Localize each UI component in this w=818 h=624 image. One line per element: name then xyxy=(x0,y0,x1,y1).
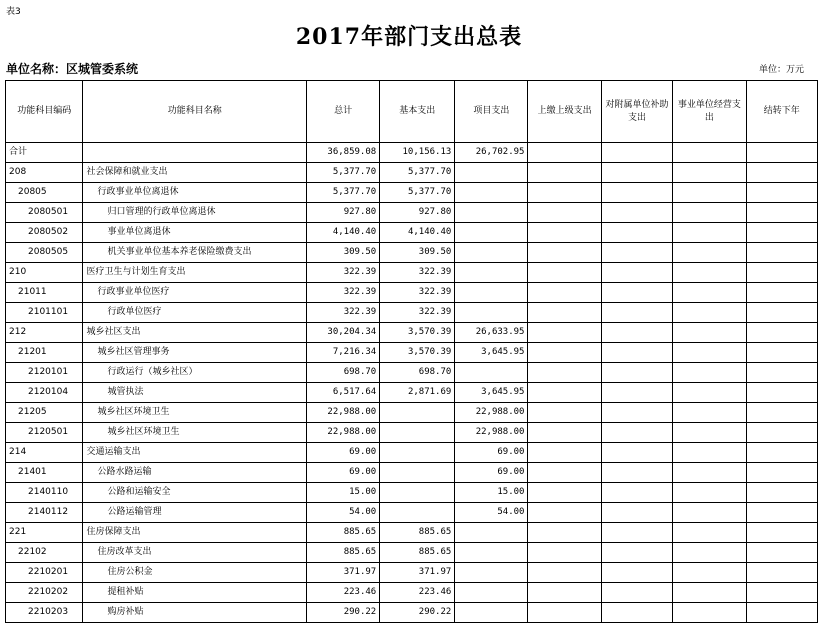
basic-expense-cell: 322.39 xyxy=(380,303,455,323)
subject-code-cell: 2210203 xyxy=(6,603,83,623)
superior-payment-cell xyxy=(528,203,601,223)
basic-expense-cell: 223.46 xyxy=(380,583,455,603)
superior-payment-cell xyxy=(528,143,601,163)
subject-name-cell: 行政事业单位离退休 xyxy=(83,183,307,203)
superior-payment-cell xyxy=(528,283,601,303)
currency-unit: 单位：万元 xyxy=(758,65,804,75)
subject-code-cell: 2210201 xyxy=(6,563,83,583)
basic-expense-cell xyxy=(380,423,455,443)
subsidiary-subsidy-cell xyxy=(601,143,672,163)
subject-name-cell: 购房补贴 xyxy=(83,603,307,623)
basic-expense-cell: 309.50 xyxy=(380,243,455,263)
superior-payment-cell xyxy=(528,223,601,243)
project-expense-cell xyxy=(455,563,528,583)
subject-code-cell: 21401 xyxy=(6,463,83,483)
table-row xyxy=(6,203,818,223)
project-expense-cell xyxy=(455,303,528,323)
subject-name-cell: 医疗卫生与计划生育支出 xyxy=(83,263,307,283)
carryover-cell xyxy=(746,143,818,163)
business-expense-cell xyxy=(673,423,746,443)
subject-name-cell: 事业单位离退休 xyxy=(83,223,307,243)
subsidiary-subsidy-cell xyxy=(601,483,672,503)
column-header: 事业单位经营支出 xyxy=(673,81,746,143)
subject-name-cell: 住房保障支出 xyxy=(83,523,307,543)
project-expense-cell: 69.00 xyxy=(455,443,528,463)
page-title: 2017年部门支出总表 xyxy=(295,24,523,50)
superior-payment-cell xyxy=(528,343,601,363)
total-cell: 322.39 xyxy=(307,303,380,323)
basic-expense-cell: 322.39 xyxy=(380,283,455,303)
business-expense-cell xyxy=(673,163,746,183)
table-row xyxy=(6,523,818,543)
carryover-cell xyxy=(746,483,818,503)
subsidiary-subsidy-cell xyxy=(601,383,672,403)
subject-code-cell: 2120501 xyxy=(6,423,83,443)
superior-payment-cell xyxy=(528,403,601,423)
carryover-cell xyxy=(746,443,818,463)
subject-code-cell: 20805 xyxy=(6,183,83,203)
subsidiary-subsidy-cell xyxy=(601,323,672,343)
business-expense-cell xyxy=(673,183,746,203)
subject-code-cell: 2080505 xyxy=(6,243,83,263)
superior-payment-cell xyxy=(528,603,601,623)
superior-payment-cell xyxy=(528,303,601,323)
total-cell: 698.70 xyxy=(307,363,380,383)
total-cell: 6,517.64 xyxy=(307,383,380,403)
table-row xyxy=(6,323,818,343)
superior-payment-cell xyxy=(528,263,601,283)
business-expense-cell xyxy=(673,583,746,603)
table-body xyxy=(6,143,818,623)
business-expense-cell xyxy=(673,603,746,623)
business-expense-cell xyxy=(673,543,746,563)
project-expense-cell: 3,645.95 xyxy=(455,383,528,403)
total-cell: 885.65 xyxy=(307,543,380,563)
total-cell: 322.39 xyxy=(307,283,380,303)
project-expense-cell: 54.00 xyxy=(455,503,528,523)
carryover-cell xyxy=(746,543,818,563)
project-expense-cell: 26,633.95 xyxy=(455,323,528,343)
column-header: 基本支出 xyxy=(380,81,455,143)
project-expense-cell xyxy=(455,203,528,223)
subsidiary-subsidy-cell xyxy=(601,403,672,423)
subsidiary-subsidy-cell xyxy=(601,443,672,463)
business-expense-cell xyxy=(673,263,746,283)
total-cell: 322.39 xyxy=(307,263,380,283)
subsidiary-subsidy-cell xyxy=(601,423,672,443)
table-row xyxy=(6,183,818,203)
basic-expense-cell: 698.70 xyxy=(380,363,455,383)
project-expense-cell xyxy=(455,163,528,183)
total-cell: 36,859.08 xyxy=(307,143,380,163)
table-row xyxy=(6,543,818,563)
table-number-label: 表3 xyxy=(6,7,21,17)
carryover-cell xyxy=(746,363,818,383)
carryover-cell xyxy=(746,263,818,283)
subject-code-cell: 214 xyxy=(6,443,83,463)
table-row xyxy=(6,403,818,423)
superior-payment-cell xyxy=(528,563,601,583)
basic-expense-cell: 885.65 xyxy=(380,523,455,543)
subject-name-cell: 城乡社区支出 xyxy=(83,323,307,343)
table-row xyxy=(6,243,818,263)
project-expense-cell xyxy=(455,363,528,383)
basic-expense-cell xyxy=(380,483,455,503)
column-header: 总计 xyxy=(307,81,380,143)
project-expense-cell: 69.00 xyxy=(455,463,528,483)
table-row xyxy=(6,583,818,603)
subject-code-cell: 2080502 xyxy=(6,223,83,243)
table-row xyxy=(6,143,818,163)
superior-payment-cell xyxy=(528,503,601,523)
table-row xyxy=(6,603,818,623)
subject-name-cell: 归口管理的行政单位离退休 xyxy=(83,203,307,223)
unit-name: 单位名称：区城管委系统 xyxy=(6,62,139,76)
project-expense-cell xyxy=(455,223,528,243)
superior-payment-cell xyxy=(528,163,601,183)
basic-expense-cell: 4,140.40 xyxy=(380,223,455,243)
subsidiary-subsidy-cell xyxy=(601,523,672,543)
subject-code-cell: 2140110 xyxy=(6,483,83,503)
project-expense-cell xyxy=(455,543,528,563)
subsidiary-subsidy-cell xyxy=(601,543,672,563)
subsidiary-subsidy-cell xyxy=(601,183,672,203)
column-header: 功能科目编码 xyxy=(6,81,83,143)
subsidiary-subsidy-cell xyxy=(601,603,672,623)
business-expense-cell xyxy=(673,563,746,583)
business-expense-cell xyxy=(673,483,746,503)
subject-name-cell: 行政事业单位医疗 xyxy=(83,283,307,303)
superior-payment-cell xyxy=(528,483,601,503)
table-row xyxy=(6,343,818,363)
carryover-cell xyxy=(746,163,818,183)
superior-payment-cell xyxy=(528,363,601,383)
business-expense-cell xyxy=(673,383,746,403)
carryover-cell xyxy=(746,243,818,263)
subject-code-cell: 2210202 xyxy=(6,583,83,603)
subsidiary-subsidy-cell xyxy=(601,243,672,263)
basic-expense-cell: 290.22 xyxy=(380,603,455,623)
total-cell: 309.50 xyxy=(307,243,380,263)
subsidiary-subsidy-cell xyxy=(601,463,672,483)
subsidiary-subsidy-cell xyxy=(601,583,672,603)
basic-expense-cell: 3,570.39 xyxy=(380,343,455,363)
business-expense-cell xyxy=(673,243,746,263)
subject-name-cell: 机关事业单位基本养老保险缴费支出 xyxy=(83,243,307,263)
column-header: 结转下年 xyxy=(746,81,818,143)
superior-payment-cell xyxy=(528,463,601,483)
subject-name-cell: 城管执法 xyxy=(83,383,307,403)
business-expense-cell xyxy=(673,143,746,163)
project-expense-cell xyxy=(455,283,528,303)
business-expense-cell xyxy=(673,363,746,383)
total-cell: 22,988.00 xyxy=(307,423,380,443)
total-cell: 69.00 xyxy=(307,443,380,463)
business-expense-cell xyxy=(673,223,746,243)
basic-expense-cell: 5,377.70 xyxy=(380,183,455,203)
subject-code-cell: 2120104 xyxy=(6,383,83,403)
business-expense-cell xyxy=(673,343,746,363)
business-expense-cell xyxy=(673,323,746,343)
basic-expense-cell: 322.39 xyxy=(380,263,455,283)
business-expense-cell xyxy=(673,403,746,423)
carryover-cell xyxy=(746,463,818,483)
subsidiary-subsidy-cell xyxy=(601,363,672,383)
superior-payment-cell xyxy=(528,423,601,443)
subsidiary-subsidy-cell xyxy=(601,343,672,363)
table-row xyxy=(6,383,818,403)
basic-expense-cell xyxy=(380,403,455,423)
subject-code-cell: 208 xyxy=(6,163,83,183)
total-cell: 5,377.70 xyxy=(307,183,380,203)
subsidiary-subsidy-cell xyxy=(601,263,672,283)
subject-name-cell: 公路水路运输 xyxy=(83,463,307,483)
business-expense-cell xyxy=(673,303,746,323)
table-row xyxy=(6,463,818,483)
subject-code-cell: 22102 xyxy=(6,543,83,563)
business-expense-cell xyxy=(673,463,746,483)
basic-expense-cell: 371.97 xyxy=(380,563,455,583)
basic-expense-cell: 5,377.70 xyxy=(380,163,455,183)
subject-name-cell: 住房改革支出 xyxy=(83,543,307,563)
subject-code-cell: 合计 xyxy=(6,143,83,163)
superior-payment-cell xyxy=(528,183,601,203)
column-header: 功能科目名称 xyxy=(83,81,307,143)
total-cell: 371.97 xyxy=(307,563,380,583)
superior-payment-cell xyxy=(528,523,601,543)
subject-name-cell xyxy=(83,143,307,163)
subject-code-cell: 210 xyxy=(6,263,83,283)
subject-name-cell: 城乡社区环境卫生 xyxy=(83,423,307,443)
superior-payment-cell xyxy=(528,543,601,563)
table-row xyxy=(6,423,818,443)
subject-code-cell: 2140112 xyxy=(6,503,83,523)
carryover-cell xyxy=(746,503,818,523)
carryover-cell xyxy=(746,223,818,243)
business-expense-cell xyxy=(673,443,746,463)
project-expense-cell xyxy=(455,583,528,603)
total-cell: 22,988.00 xyxy=(307,403,380,423)
table-row xyxy=(6,443,818,463)
carryover-cell xyxy=(746,563,818,583)
carryover-cell xyxy=(746,523,818,543)
project-expense-cell: 3,645.95 xyxy=(455,343,528,363)
table-row xyxy=(6,563,818,583)
carryover-cell xyxy=(746,383,818,403)
project-expense-cell xyxy=(455,523,528,543)
table-row xyxy=(6,163,818,183)
total-cell: 927.80 xyxy=(307,203,380,223)
subject-name-cell: 行政运行（城乡社区） xyxy=(83,363,307,383)
project-expense-cell xyxy=(455,263,528,283)
business-expense-cell xyxy=(673,203,746,223)
carryover-cell xyxy=(746,203,818,223)
table-row xyxy=(6,283,818,303)
basic-expense-cell xyxy=(380,463,455,483)
subject-name-cell: 公路运输管理 xyxy=(83,503,307,523)
total-cell: 290.22 xyxy=(307,603,380,623)
total-cell: 15.00 xyxy=(307,483,380,503)
column-header: 上缴上级支出 xyxy=(528,81,601,143)
project-expense-cell: 15.00 xyxy=(455,483,528,503)
business-expense-cell xyxy=(673,503,746,523)
superior-payment-cell xyxy=(528,323,601,343)
column-header: 项目支出 xyxy=(455,81,528,143)
subject-name-cell: 公路和运输安全 xyxy=(83,483,307,503)
subject-code-cell: 21011 xyxy=(6,283,83,303)
subsidiary-subsidy-cell xyxy=(601,283,672,303)
basic-expense-cell: 885.65 xyxy=(380,543,455,563)
basic-expense-cell: 2,871.69 xyxy=(380,383,455,403)
table-row xyxy=(6,263,818,283)
superior-payment-cell xyxy=(528,443,601,463)
project-expense-cell: 22,988.00 xyxy=(455,403,528,423)
total-cell: 5,377.70 xyxy=(307,163,380,183)
total-cell: 30,204.34 xyxy=(307,323,380,343)
expenditure-table xyxy=(5,80,818,623)
subsidiary-subsidy-cell xyxy=(601,203,672,223)
subsidiary-subsidy-cell xyxy=(601,563,672,583)
table-row xyxy=(6,483,818,503)
total-cell: 69.00 xyxy=(307,463,380,483)
superior-payment-cell xyxy=(528,383,601,403)
subject-name-cell: 提租补贴 xyxy=(83,583,307,603)
subject-code-cell: 2101101 xyxy=(6,303,83,323)
basic-expense-cell: 10,156.13 xyxy=(380,143,455,163)
subject-name-cell: 社会保障和就业支出 xyxy=(83,163,307,183)
total-cell: 223.46 xyxy=(307,583,380,603)
project-expense-cell xyxy=(455,603,528,623)
carryover-cell xyxy=(746,603,818,623)
subsidiary-subsidy-cell xyxy=(601,223,672,243)
subsidiary-subsidy-cell xyxy=(601,163,672,183)
subject-code-cell: 2080501 xyxy=(6,203,83,223)
subject-code-cell: 212 xyxy=(6,323,83,343)
subject-name-cell: 交通运输支出 xyxy=(83,443,307,463)
basic-expense-cell xyxy=(380,503,455,523)
total-cell: 4,140.40 xyxy=(307,223,380,243)
carryover-cell xyxy=(746,403,818,423)
table-header-row xyxy=(6,81,818,143)
subsidiary-subsidy-cell xyxy=(601,503,672,523)
table-row xyxy=(6,363,818,383)
total-cell: 885.65 xyxy=(307,523,380,543)
subject-name-cell: 住房公积金 xyxy=(83,563,307,583)
business-expense-cell xyxy=(673,283,746,303)
column-header: 对附属单位补助支出 xyxy=(601,81,672,143)
subject-name-cell: 城乡社区管理事务 xyxy=(83,343,307,363)
superior-payment-cell xyxy=(528,243,601,263)
basic-expense-cell: 3,570.39 xyxy=(380,323,455,343)
subsidiary-subsidy-cell xyxy=(601,303,672,323)
basic-expense-cell: 927.80 xyxy=(380,203,455,223)
subject-name-cell: 行政单位医疗 xyxy=(83,303,307,323)
subject-code-cell: 2120101 xyxy=(6,363,83,383)
carryover-cell xyxy=(746,583,818,603)
carryover-cell xyxy=(746,343,818,363)
basic-expense-cell xyxy=(380,443,455,463)
carryover-cell xyxy=(746,423,818,443)
business-expense-cell xyxy=(673,523,746,543)
subject-name-cell: 城乡社区环境卫生 xyxy=(83,403,307,423)
subject-code-cell: 21205 xyxy=(6,403,83,423)
carryover-cell xyxy=(746,303,818,323)
table-row xyxy=(6,503,818,523)
carryover-cell xyxy=(746,323,818,343)
project-expense-cell xyxy=(455,243,528,263)
subject-code-cell: 21201 xyxy=(6,343,83,363)
carryover-cell xyxy=(746,183,818,203)
project-expense-cell xyxy=(455,183,528,203)
project-expense-cell: 26,702.95 xyxy=(455,143,528,163)
table-row xyxy=(6,303,818,323)
table-row xyxy=(6,223,818,243)
carryover-cell xyxy=(746,283,818,303)
total-cell: 7,216.34 xyxy=(307,343,380,363)
superior-payment-cell xyxy=(528,583,601,603)
project-expense-cell: 22,988.00 xyxy=(455,423,528,443)
subject-code-cell: 221 xyxy=(6,523,83,543)
total-cell: 54.00 xyxy=(307,503,380,523)
